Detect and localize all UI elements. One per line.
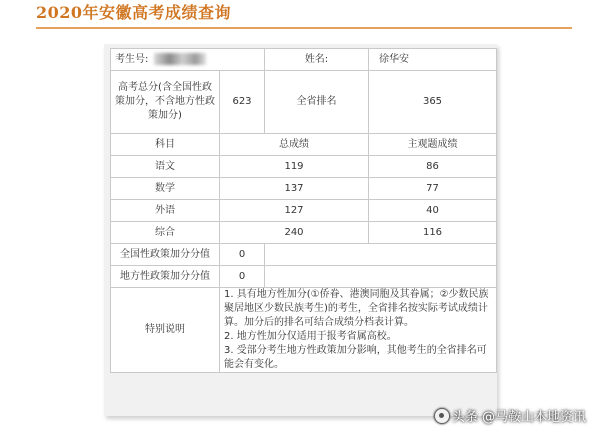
total-value: 623 — [220, 71, 265, 134]
examinee-row — [111, 49, 497, 71]
name-label: 姓名: — [265, 49, 369, 71]
total-row — [111, 71, 497, 134]
total-score-cell: 137 — [220, 178, 369, 200]
local-bonus-value: 0 — [220, 266, 265, 288]
table-row — [111, 222, 497, 244]
subjective-score-cell: 40 — [369, 200, 497, 222]
examinee-no-label: 考生号: — [115, 53, 149, 65]
rank-value: 365 — [369, 71, 497, 134]
name-value: 徐华安 — [369, 49, 497, 71]
local-bonus-label: 地方性政策加分分值 — [111, 266, 220, 288]
subject-cell: 综合 — [111, 222, 220, 244]
subject-cell: 数学 — [111, 178, 220, 200]
total-label: 高考总分(含全国性政策加分，不含地方性政策加分) — [111, 71, 220, 134]
score-table — [110, 48, 497, 373]
note-item: 3. 受部分考生地方性政策加分影响，其他考生的全省排名可能会有变化。 — [224, 345, 487, 370]
note-item: 2. 地方性加分仅适用于报考省属高校。 — [224, 331, 397, 342]
empty-cell — [265, 266, 497, 288]
rank-label: 全省排名 — [265, 71, 369, 134]
notes-label: 特别说明 — [111, 288, 220, 373]
local-bonus-row — [111, 266, 497, 288]
total-score-cell: 240 — [220, 222, 369, 244]
subject-cell: 语文 — [111, 156, 220, 178]
national-bonus-row — [111, 244, 497, 266]
empty-cell — [265, 244, 497, 266]
table-row — [111, 200, 497, 222]
subjective-score-cell: 86 — [369, 156, 497, 178]
subjective-score-cell: 116 — [369, 222, 497, 244]
title-divider — [36, 27, 572, 29]
watermark — [434, 406, 586, 425]
watermark-text: 头条 @马鞍山本地资讯 — [451, 410, 586, 425]
national-bonus-value: 0 — [220, 244, 265, 266]
examinee-no-cell — [111, 49, 265, 71]
note-item: 1. 具有地方性加分(①侨眷、港澳同胞及其眷属；②少数民族聚居地区少数民族考生)的考生，全省排名按实际考试成绩计算。加分后的排名可结合成绩分档表计算。 — [224, 289, 489, 328]
score-header-row — [111, 134, 497, 156]
notes-row — [111, 288, 497, 373]
total-score-cell: 119 — [220, 156, 369, 178]
subjective-score-cell: 77 — [369, 178, 497, 200]
redacted-examinee-no — [154, 53, 206, 65]
subject-cell: 外语 — [111, 200, 220, 222]
camera-lens-icon — [434, 408, 450, 424]
notes-content — [220, 288, 497, 373]
header-subject: 科目 — [111, 134, 220, 156]
national-bonus-label: 全国性政策加分分值 — [111, 244, 220, 266]
table-row — [111, 178, 497, 200]
page-title: 2020年安徽高考成绩查询 — [36, 3, 232, 22]
header-subjective: 主观题成绩 — [369, 134, 497, 156]
total-score-cell: 127 — [220, 200, 369, 222]
table-row — [111, 156, 497, 178]
header-total: 总成绩 — [220, 134, 369, 156]
